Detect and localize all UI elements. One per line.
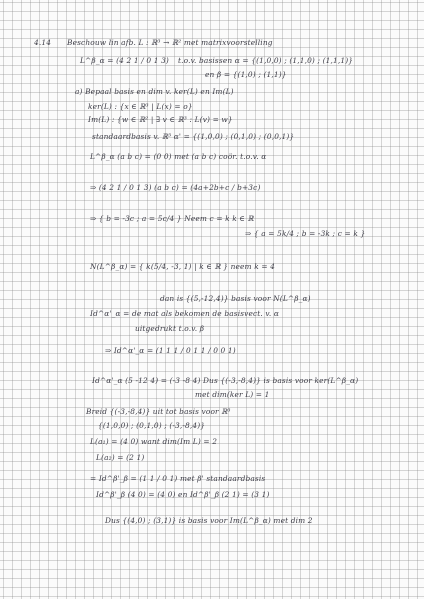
basis-beta: en β = {(1,0) ; (1,1)}	[205, 70, 287, 79]
note-line: met dim(ker L) = 1	[195, 390, 270, 399]
exercise-number: 4.14	[34, 38, 52, 47]
note-line: dan is {(5,-12,4)} basis voor N(L^β_α)	[160, 294, 311, 303]
note-line: uitgedrukt t.o.v. β	[135, 324, 205, 333]
note-line: L^β_α (a b c) = (0 0) met (a b c) coör. t.o.v. α	[90, 152, 267, 161]
note-line: a) Bepaal basis en dim v. ker(L) en Im(L)	[75, 87, 234, 96]
note-line: ⇒ { b = -3c ; a = 5c/4 } Neem c = k k ∈ ℝ	[90, 214, 254, 223]
note-line: Id^β'_β (4 0) = (4 0) en Id^β'_β (2 1) = (3 1)	[96, 490, 270, 499]
note-line: N(L^β_α) = { k(5/4, -3, 1) | k ∈ ℝ } neem k = 4	[90, 262, 276, 271]
exercise-intro: Beschouw lin afb. L : ℝ³ → ℝ² met matrixvoorstelling	[67, 38, 273, 47]
note-line: standaardbasis v. ℝ³ α' = {(1,0,0) ; (0,1,0) ; (0,0,1)}	[92, 132, 295, 141]
note-line: Id^α'_α = de mat als bekomen de basisvect. v. α	[90, 309, 279, 318]
note-line: L(a₁) = (4 0) want dim(Im L) = 2	[90, 437, 218, 446]
note-line: = Id^β'_β = (1 1 / 0 1) met β' standaardbasis	[90, 474, 266, 483]
note-line: ⇒ (4 2 1 / 0 1 3) (a b c) = (4a+2b+c / b+3c)	[90, 183, 261, 192]
note-line: ⇒ Id^α'_α = (1 1 1 / 0 1 1 / 0 0 1)	[105, 346, 236, 355]
note-line: Im(L) : {w ∈ ℝ² | ∃ v ∈ ℝ³ : L(v) = w}	[88, 115, 233, 124]
note-line: {(1,0,0) ; (0,1,0) ; (-3,-8,4)}	[98, 421, 206, 430]
note-line: ker(L) : {x ∈ ℝ³ | L(x) = o}	[88, 102, 193, 111]
note-line: Breid {(-3,-8,4)} uit tot basis voor ℝ³	[86, 407, 231, 416]
basis-alpha: t.o.v. basissen α = {(1,0,0) ; (1,1,0) ; (1,1,1)}	[178, 56, 354, 65]
note-line: L(a₂) = (2 1)	[96, 453, 145, 462]
matrix-label: L^β_α = (4 2 1 / 0 1 3)	[80, 56, 169, 65]
note-line: ⇒ { a = 5k/4 ; b = -3k ; c = k }	[245, 229, 366, 238]
note-line: Dus {(4,0) ; (3,1)} is basis voor Im(L^β_α) met dim 2	[105, 516, 313, 525]
note-line: Id^α'_α (5 -12 4) = (-3 -8 4) Dus {(-3,-8,4)} is basis voor ker(L^β_α)	[92, 376, 359, 385]
